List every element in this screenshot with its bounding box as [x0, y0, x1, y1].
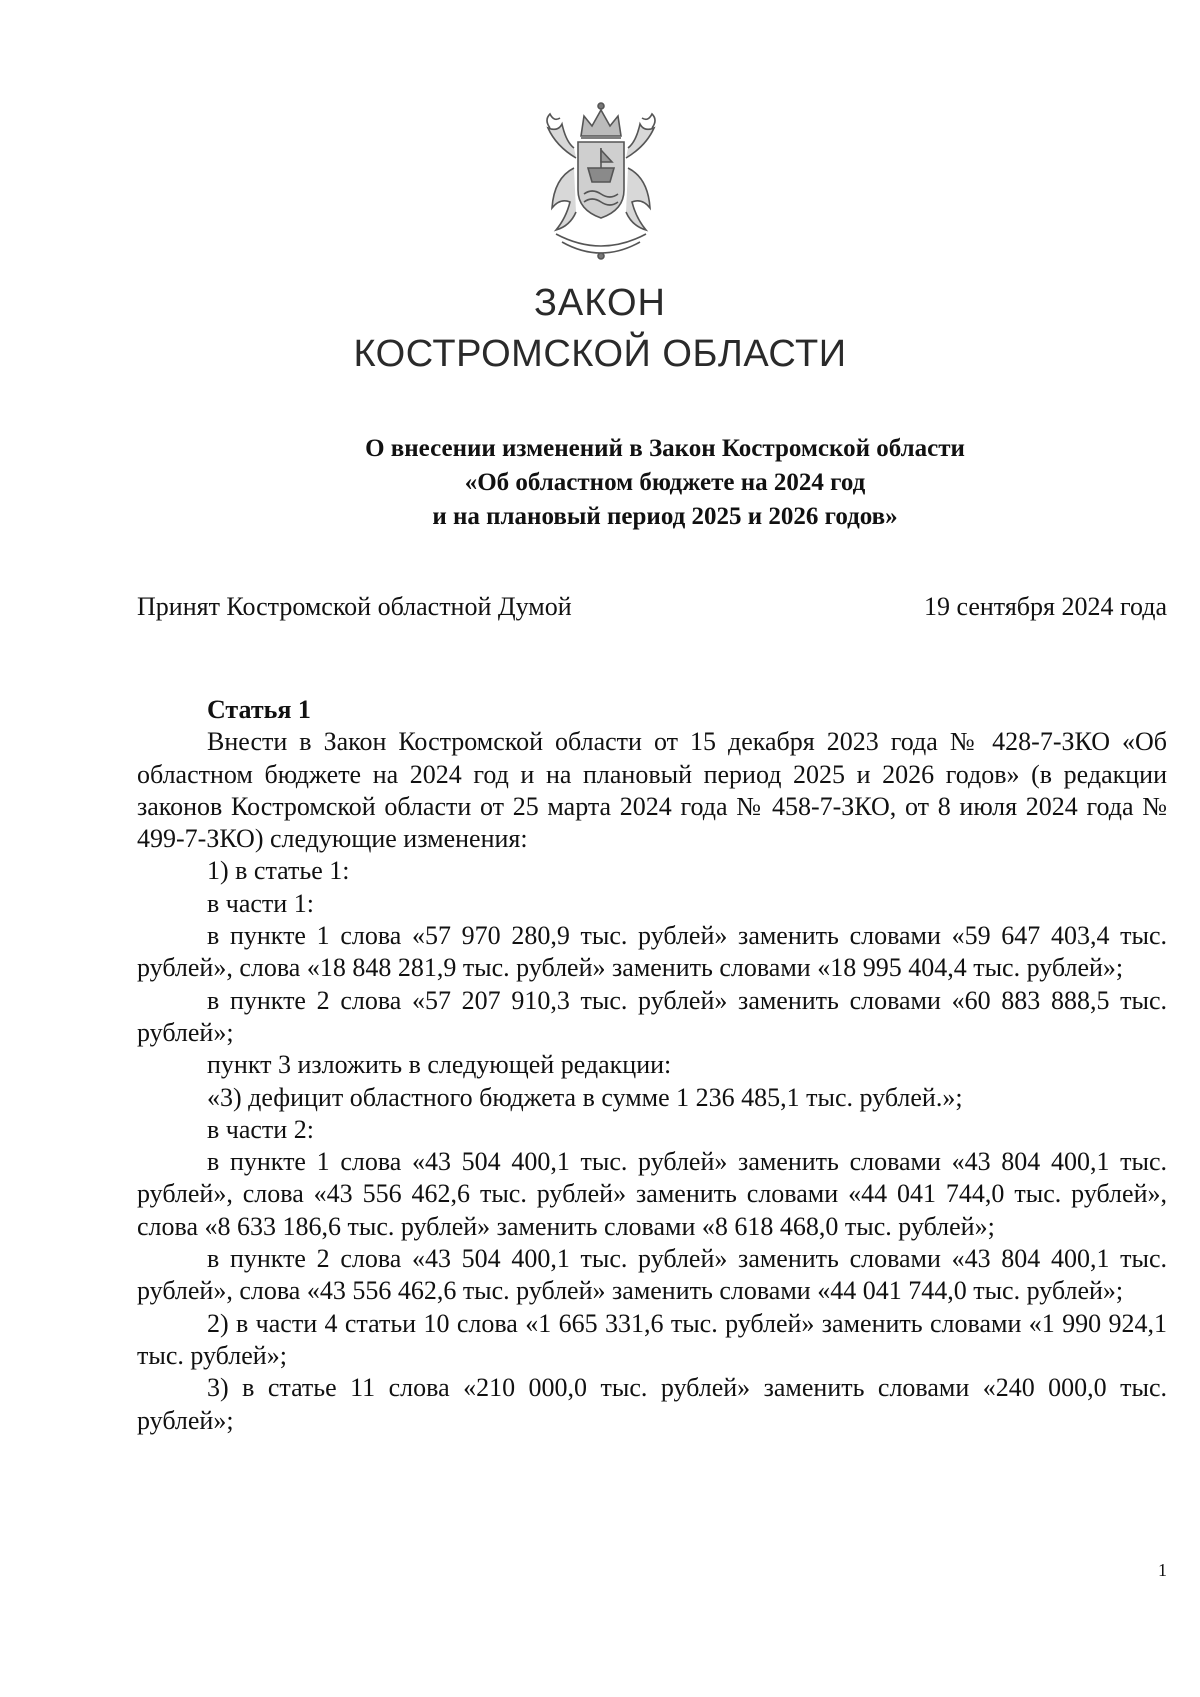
accepted-by: Принят Костромской областной Думой	[137, 592, 572, 621]
paragraph: в пункте 2 слова «57 207 910,3 тыс. рублей» заменить словами «60 883 888,5 тыс. рублей»;	[137, 985, 1167, 1047]
article-title: Статья 1	[207, 695, 311, 724]
law-subject	[260, 432, 1070, 534]
paragraph: 2) в части 4 статьи 10 слова «1 665 331,6 тыс. рублей» заменить словами «1 990 924,1 тыс. рублей»;	[137, 1308, 1167, 1370]
region-label: КОСТРОМСКОЙ ОБЛАСТИ	[353, 333, 847, 375]
subject-line-2: «Об областном бюджете на 2024 год	[464, 469, 866, 496]
adoption-line	[137, 592, 1167, 626]
paragraph: в части 2:	[207, 1114, 314, 1144]
paragraph: в пункте 1 слова «43 504 400,1 тыс. рублей» заменить словами «43 804 400,1 тыс. рублей», слова «43 556 462,6 тыс. рублей» заменить словами «44 041 744,0 тыс. рублей», слова «8 633 186,6 тыс. рублей» заменить словами «8 618 468,0 тыс. рублей»;	[137, 1147, 1167, 1241]
paragraph: «3) дефицит областного бюджета в сумме 1 236 485,1 тыс. рублей.»;	[207, 1082, 963, 1112]
article-body	[137, 694, 1167, 1437]
subject-line-3: и на плановый период 2025 и 2026 годов»	[432, 503, 898, 530]
page-number: 1	[1158, 1560, 1167, 1580]
paragraph: 1) в статье 1:	[207, 856, 350, 886]
paragraph: в части 1:	[207, 888, 314, 918]
adoption-date: 19 сентября 2024 года	[923, 592, 1167, 621]
paragraph: Внести в Закон Костромской области от 15 декабря 2023 года № 428-7-ЗКО «Об областном бюджете на 2024 год и на плановый период 2025 и 2026 годов» (в редакции законов Костромской области от 25 марта 2024 года № 458-7-ЗКО, от 8 июля 2024 года № 499-7-ЗКО) следующие изменения:	[137, 727, 1167, 854]
paragraph: в пункте 1 слова «57 970 280,9 тыс. рублей» заменить словами «59 647 403,4 тыс. рублей», слова «18 848 281,9 тыс. рублей» заменить словами «18 995 404,4 тыс. рублей»;	[137, 921, 1167, 983]
paragraph: пункт 3 изложить в следующей редакции:	[207, 1050, 672, 1080]
subject-line-1: О внесении изменений в Закон Костромской области	[365, 435, 965, 462]
paragraph: 3) в статье 11 слова «210 000,0 тыс. рублей» заменить словами «240 000,0 тыс. рублей»;	[137, 1373, 1167, 1435]
kostroma-coat-of-arms-icon	[526, 98, 676, 268]
paragraph: в пункте 2 слова «43 504 400,1 тыс. рублей» заменить словами «43 804 400,1 тыс. рублей», слова «43 556 462,6 тыс. рублей» заменить словами «44 041 744,0 тыс. рублей»;	[137, 1244, 1167, 1306]
law-label: ЗАКОН	[533, 282, 666, 324]
